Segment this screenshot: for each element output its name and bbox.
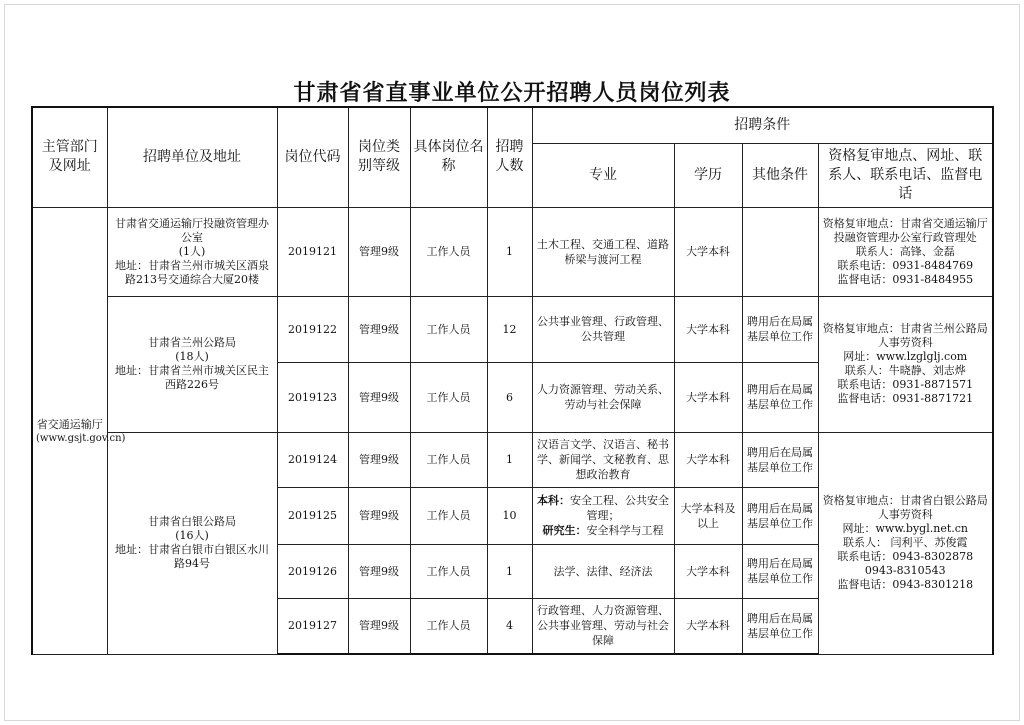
page-title: 甘肃省省直事业单位公开招聘人员岗位列表: [293, 81, 731, 106]
review-line: 联系人：高锋、金磊: [855, 244, 955, 258]
unit-cell: [107, 296, 277, 432]
position-count: 4: [487, 598, 532, 654]
department-name: 省交通运输厅: [36, 417, 103, 431]
position-name: 工作人员: [410, 207, 487, 296]
review-line: 监督电话：0931-8484955: [837, 272, 974, 286]
review-cell: [818, 432, 993, 654]
unit-cell: [107, 207, 277, 296]
position-category: 管理9级: [348, 296, 410, 362]
position-education: 大学本科: [674, 598, 742, 654]
review-line: 网址：www.lzglglj.com: [843, 350, 968, 363]
position-major: 土木工程、交通工程、道路桥梁与渡河工程: [532, 207, 674, 296]
review-line: 网址：www.bygl.net.cn: [842, 522, 968, 535]
position-major: 行政管理、人力资源管理、公共事业管理、劳动与社会保障: [532, 598, 674, 654]
header-category: 岗位类别等级: [348, 107, 410, 207]
position-other: [742, 207, 818, 296]
major-graduate-text: 安全科学与工程: [586, 524, 664, 537]
position-code: 2019125: [277, 487, 348, 544]
position-major: [532, 487, 674, 544]
position-other: 聘用后在局属基层单位工作: [742, 432, 818, 487]
position-education: 大学本科: [674, 207, 742, 296]
position-code: 2019123: [277, 362, 348, 432]
position-name: 工作人员: [410, 487, 487, 544]
position-education: 大学本科: [674, 432, 742, 487]
review-line: 0943-8310543: [864, 564, 946, 577]
unit-address: 地址：甘肃省白银市白银区水川路94号: [115, 543, 269, 570]
header-education: 学历: [674, 143, 742, 207]
review-cell: [818, 296, 993, 432]
unit-address: 地址：甘肃省兰州市城关区民主西路226号: [115, 364, 269, 391]
review-line: 监督电话：0943-8301218: [837, 578, 974, 591]
position-other: 聘用后在局属基层单位工作: [742, 362, 818, 432]
position-other: 聘用后在局属基层单位工作: [742, 296, 818, 362]
header-other: 其他条件: [742, 143, 818, 207]
review-line: 监督电话：0931-8871721: [837, 392, 974, 405]
position-count: 1: [487, 432, 532, 487]
position-other: 聘用后在局属基层单位工作: [742, 487, 818, 544]
unit-count: (1人): [178, 244, 206, 258]
unit-name: 甘肃省兰州公路局: [148, 336, 236, 349]
header-code: 岗位代码: [277, 107, 348, 207]
position-code: 2019121: [277, 207, 348, 296]
review-cell: [818, 207, 993, 296]
position-code: 2019126: [277, 544, 348, 598]
position-category: 管理9级: [348, 432, 410, 487]
review-line: 资格复审地点：甘肃省白银公路局人事劳资科: [822, 494, 988, 521]
position-name: 工作人员: [410, 544, 487, 598]
position-name: 工作人员: [410, 296, 487, 362]
unit-name: 甘肃省交通运输厅投融资管理办公室: [115, 216, 269, 244]
position-count: 1: [487, 207, 532, 296]
position-count: 12: [487, 296, 532, 362]
position-category: 管理9级: [348, 544, 410, 598]
major-undergrad-label: 本科：: [537, 494, 570, 507]
review-line: 联系电话：0931-8871571: [837, 378, 974, 391]
position-other: 聘用后在局属基层单位工作: [742, 544, 818, 598]
review-line: 联系电话：0931-8484769: [837, 258, 974, 272]
position-count: 10: [487, 487, 532, 544]
department-cell: [32, 207, 126, 654]
unit-count: (18人): [175, 350, 209, 363]
positions-table: [31, 106, 994, 655]
position-name: 工作人员: [410, 362, 487, 432]
position-category: 管理9级: [348, 598, 410, 654]
unit-cell: [107, 432, 277, 654]
position-major: 人力资源管理、劳动关系、劳动与社会保障: [532, 362, 674, 432]
review-line: 联系人： 闫利平、苏俊霞: [843, 536, 968, 549]
review-line: 联系电话：0943-8302878: [837, 550, 974, 563]
header-conditions: 招聘条件: [532, 107, 993, 143]
position-category: 管理9级: [348, 207, 410, 296]
position-category: 管理9级: [348, 487, 410, 544]
header-department: 主管部门及网址: [32, 107, 107, 207]
position-count: 6: [487, 362, 532, 432]
position-code: 2019122: [277, 296, 348, 362]
unit-address: 地址：甘肃省兰州市城关区酒泉路213号交通综合大厦20楼: [115, 258, 269, 286]
position-count: 1: [487, 544, 532, 598]
unit-count: (16人): [175, 529, 209, 542]
position-code: 2019127: [277, 598, 348, 654]
major-undergrad-text: 安全工程、公共安全管理；: [570, 494, 669, 522]
major-graduate-label: 研究生：: [542, 524, 587, 537]
position-education: 大学本科: [674, 296, 742, 362]
header-unit: 招聘单位及地址: [107, 107, 277, 207]
position-name: 工作人员: [410, 598, 487, 654]
position-code: 2019124: [277, 432, 348, 487]
position-education: 大学本科及以上: [674, 487, 742, 544]
header-review: 资格复审地点、网址、联系人、联系电话、监督电话: [818, 143, 993, 207]
review-line: 资格复审地点：甘肃省交通运输厅投融资管理办公室行政管理处: [822, 216, 988, 244]
position-education: 大学本科: [674, 362, 742, 432]
position-education: 大学本科: [674, 544, 742, 598]
department-website: (www.gsjt.gov.cn): [36, 432, 126, 444]
position-category: 管理9级: [348, 362, 410, 432]
position-major: 法学、法律、经济法: [532, 544, 674, 598]
unit-name: 甘肃省白银公路局: [148, 515, 236, 528]
header-major: 专业: [532, 143, 674, 207]
position-major: 汉语言文学、汉语言、秘书学、新闻学、文秘教育、思想政治教育: [532, 432, 674, 487]
position-other: 聘用后在局属基层单位工作: [742, 598, 818, 654]
header-position: 具体岗位名称: [410, 107, 487, 207]
review-line: 资格复审地点：甘肃省兰州公路局人事劳资科: [822, 322, 988, 349]
position-name: 工作人员: [410, 432, 487, 487]
position-major: 公共事业管理、行政管理、公共管理: [532, 296, 674, 362]
header-count: 招聘人数: [487, 107, 532, 207]
review-line: 联系人：牛晓静、刘志烨: [844, 364, 966, 377]
